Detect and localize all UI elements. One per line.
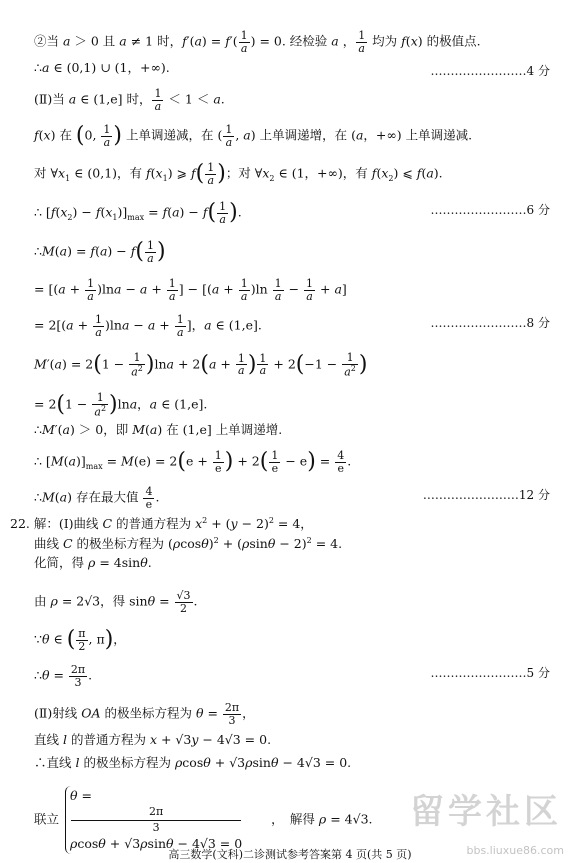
score-8: ……………………8 分 [430, 316, 550, 330]
line-24: 联立 θ = 2π 3 ρcosθ + √3ρsinθ − 4√3 = 0 ， 解得 ρ = 4√3. [34, 786, 373, 854]
line-11: = 2(1 − $\frac{1}{a^2}$ )lna，a ∈ (1,e]. [34, 391, 208, 419]
line-2: ∴a ∈ (0,1) ∪ (1，+∞). [34, 60, 170, 75]
line-23: ∴直线 l 的极坐标方程为 ρcosθ + √3ρsinθ − 4√3 = 0. [34, 755, 352, 770]
line-18: 由 ρ = 2√3，得 sinθ = $\frac{√3}{2}$ . [34, 589, 198, 615]
watermark-brand: 留学社区 [410, 792, 562, 832]
line-13: ∴ $[M(a)]_{max} = M(e) = 2(e$ + $\frac{1}{e}$ ) + 2( $\frac{1}{e}$ − e) = $\frac{4}{e}$ . [34, 449, 352, 475]
line-4: f(x) 在 (0, $\frac{1}{a}$ ) 上单调递减，在 ( $\frac{1}{a}$ , a) 上单调递增，在 (a，+∞) 上单调递减. [34, 123, 473, 149]
line-9: = 2[(a + $\frac{1}{a}$ )lna − a + $\frac{1}{a}$ ]，a ∈ (1,e]. [34, 313, 262, 339]
page-footer: 高三数学(文科)二诊测试参考答案第 4 页(共 5 页) [168, 848, 412, 861]
score-5: ……………………5 分 [430, 666, 550, 680]
line-22: 直线 l 的普通方程为 x + √3y − 4√3 = 0. [34, 732, 272, 747]
line-14: ∴M(a) 存在最大值 $\frac{4}{e}$ . [34, 485, 160, 511]
line-1: ②当 a ＞ 0 且 a ≠ 1 时，f′(a) = f′( $\frac{1}{a}$ ) = 0. 经检验 a ， $\frac{1}{a}$ 均为 f(x) 的极值点. [34, 29, 481, 55]
line-3: (Ⅱ)当 a ∈ (1,e] 时， $\frac{1}{a}$ ＜ 1 ＜ a. [34, 87, 225, 113]
score-6: ……………………6 分 [430, 203, 550, 217]
line-12: ∴M′(a) ＞ 0，即 M(a) 在 (1,e] 上单调递增. [34, 422, 283, 437]
line-19: ∵θ ∈ ( $\frac{\pi}{2}$ , π)， [34, 627, 126, 653]
line-7: ∴M(a) = f(a) − f( $\frac{1}{a}$ ) [34, 239, 166, 265]
line-16: 曲线 C 的极坐标方程为 $(\rho\cos\theta)^2 + (\rho\sin\theta - 2)^2 = 4$. [34, 536, 343, 552]
line-17: 化简，得 ρ = 4sinθ. [34, 555, 152, 570]
line-15: 22. 解：(Ⅰ)曲线 C 的普通方程为 $x^2 + (y - 2)^2 = 4$， [10, 516, 313, 532]
line-21: (Ⅱ)射线 OA 的极坐标方程为 θ = $\frac{2\pi}{3}$ ， [34, 701, 255, 727]
score-12: ……………………12 分 [422, 488, 550, 502]
line-6: ∴ $[f(x_2) - f(x_1)]_{max} = f(a) - f$( $\frac{1}{a}$ ). [34, 200, 242, 226]
line-8: = [(a + $\frac{1}{a}$ )lna − a + $\frac{1}{a}$ ] − [(a + $\frac{1}{a}$ )ln $\frac{1}{a}$ − $\frac{1}{a}$ + a] [34, 277, 347, 303]
line-10: M′(a) = 2(1 − $\frac{1}{a^2}$ )lna + 2(a + $\frac{1}{a}$ ) $\frac{1}{a}$ + 2(−1 − $\frac{1}{a^2}$ ) [34, 351, 368, 379]
line-5: 对 $\forall x_1$ ∈ (0,1)，有 $f(x_1)$ ⩾ f( $\frac{1}{a}$ )；对 $\forall x_2$ ∈ (1，+∞)，有 $f(x_2)$ ⩽ f(a). [34, 161, 443, 187]
score-4: ……………………4 分 [430, 64, 550, 78]
watermark-url: bbs.liuxue86.com [466, 844, 564, 857]
line-20: ∴θ = $\frac{2\pi}{3}$ . [34, 663, 93, 689]
